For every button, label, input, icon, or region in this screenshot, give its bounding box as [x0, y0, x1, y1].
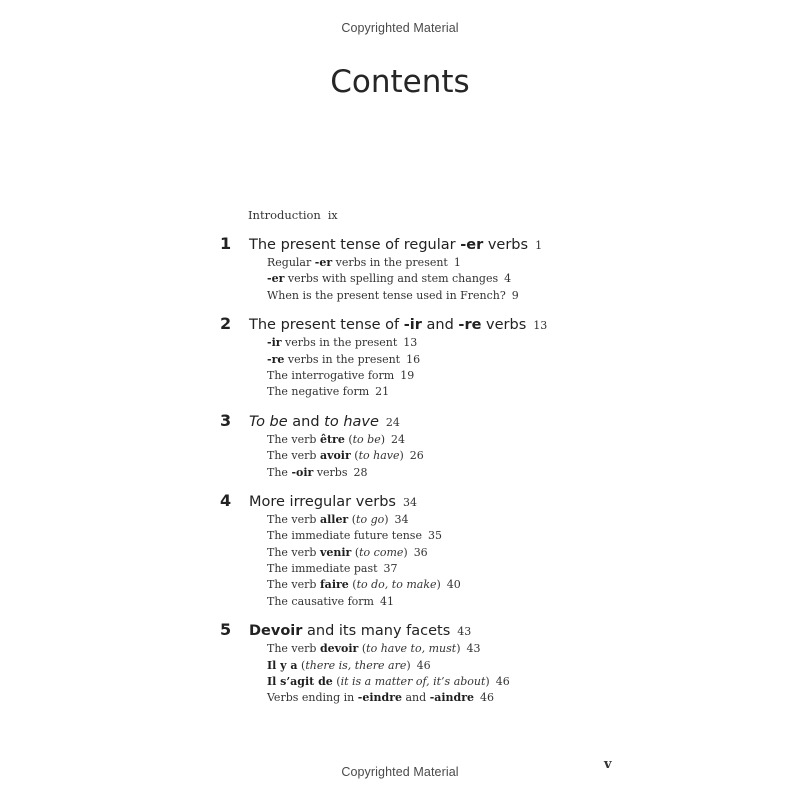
toc-section[interactable]: The interrogative form 19 [267, 368, 415, 382]
toc-section[interactable]: The immediate future tense 35 [267, 529, 442, 543]
section-page: 19 [400, 368, 415, 382]
chapter-sections [267, 335, 660, 401]
toc-section[interactable]: The verb venir (to come) 36 [267, 545, 428, 559]
section-page: 24 [391, 432, 406, 446]
toc-section[interactable]: The negative form 21 [267, 385, 390, 399]
toc-section[interactable]: Il y a (there is, there are) 46 [267, 658, 431, 672]
section-page: 1 [453, 256, 461, 269]
section-page: 46 [495, 675, 510, 689]
section-page: 26 [409, 449, 424, 463]
chapter-sections [267, 255, 660, 304]
chapter-heading[interactable] [220, 617, 660, 643]
section-page: 41 [379, 594, 394, 608]
chapter-sections [267, 512, 660, 610]
section-page: 36 [413, 545, 428, 559]
toc-chapter-2 [220, 311, 660, 401]
toc-section[interactable]: The immediate past 37 [267, 562, 398, 576]
chapter-title: The present tense of regular -er verbs [249, 237, 529, 253]
section-page: 21 [375, 385, 390, 399]
chapter-heading[interactable] [220, 311, 660, 337]
toc-chapter-5 [220, 617, 660, 707]
chapter-heading[interactable] [220, 231, 660, 257]
chapter-number: 5 [220, 620, 232, 640]
chapter-number: 2 [220, 314, 232, 334]
section-page: 37 [383, 562, 398, 576]
chapter-page: 43 [457, 625, 472, 639]
chapter-sections [267, 641, 660, 707]
chapter-title: Devoir and its many facets [249, 623, 451, 640]
toc-chapter-1 [220, 231, 660, 304]
section-page: 9 [511, 288, 519, 302]
header-copyright: Copyrighted Material [341, 21, 459, 35]
section-page: 40 [446, 578, 461, 592]
toc-section[interactable]: The -oir verbs 28 [267, 465, 368, 479]
chapter-page: 13 [533, 319, 548, 333]
toc-section[interactable]: The causative form 41 [267, 594, 394, 608]
chapter-heading[interactable] [220, 408, 660, 434]
chapter-number: 3 [220, 410, 232, 430]
section-page: 16 [406, 352, 421, 366]
toc-section[interactable]: When is the present tense used in French? 9 [267, 288, 519, 302]
toc-chapter-3 [220, 408, 660, 481]
toc-section[interactable]: -re verbs in the present 16 [267, 352, 421, 366]
toc-section[interactable]: -ir verbs in the present 13 [267, 336, 418, 350]
chapter-heading[interactable] [220, 488, 660, 514]
section-page: 43 [466, 642, 481, 656]
section-page: 34 [394, 512, 409, 526]
toc-section[interactable]: The verb devoir (to have to, must) 43 [267, 642, 481, 656]
table-of-contents [220, 206, 660, 707]
chapter-sections [267, 432, 660, 481]
chapter-page: 34 [402, 495, 417, 509]
section-page: 13 [403, 336, 418, 350]
footer-copyright: Copyrighted Material [341, 765, 459, 779]
page-title: Contents [330, 64, 470, 100]
toc-section[interactable]: Verbs ending in -eindre and -aindre 46 [267, 691, 495, 705]
chapter-number: 1 [220, 234, 232, 253]
chapter-title: The present tense of -ir and -re verbs [249, 317, 527, 334]
chapter-page: 1 [535, 239, 543, 252]
section-page: 46 [416, 658, 431, 672]
page-number: v [604, 757, 612, 772]
section-page: 35 [427, 529, 442, 543]
toc-section[interactable]: Il s’agit de (it is a matter of, it’s about) 46 [267, 675, 510, 689]
toc-chapter-4 [220, 488, 660, 610]
toc-section[interactable]: The verb avoir (to have) 26 [267, 449, 424, 463]
section-page: 4 [504, 272, 512, 286]
toc-section[interactable]: The verb être (to be) 24 [267, 432, 406, 446]
toc-section[interactable]: The verb faire (to do, to make) 40 [267, 578, 461, 592]
chapter-title: To be and to have [249, 413, 379, 430]
introduction-page: ix [327, 209, 338, 222]
chapter-page: 24 [385, 415, 400, 429]
chapter-title: More irregular verbs [249, 493, 396, 510]
toc-section[interactable]: -er verbs with spelling and stem changes 4 [267, 272, 512, 286]
chapter-number: 4 [220, 490, 232, 510]
section-page: 46 [480, 691, 495, 705]
introduction-label: Introduction [248, 208, 321, 222]
toc-section[interactable]: Regular -er verbs in the present 1 [267, 256, 461, 269]
toc-introduction[interactable] [248, 206, 660, 224]
section-page: 28 [353, 465, 368, 479]
toc-section[interactable]: The verb aller (to go) 34 [267, 512, 409, 526]
